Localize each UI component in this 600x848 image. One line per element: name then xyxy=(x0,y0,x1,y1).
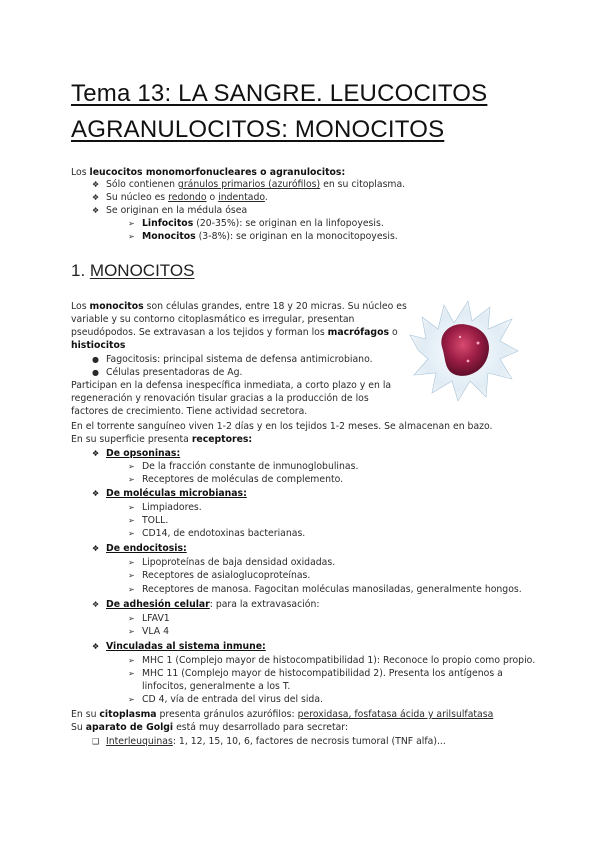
text-span: CD14, de endotoxinas bacterianas. xyxy=(142,528,306,539)
text-span: Se originan en la médula ósea xyxy=(106,205,248,216)
list-item xyxy=(128,515,168,527)
arrow-bullet-icon: ➢ xyxy=(128,695,135,704)
text-span: VLA 4 xyxy=(142,626,169,637)
paragraph-line: En el torrente sanguíneo viven 1-2 días y en los tejidos 1-2 meses. Se almacenan en bazo. xyxy=(71,421,493,432)
arrow-bullet-icon: ➢ xyxy=(128,516,135,525)
text-span: Receptores de manosa. Fagocitan moléculas manosiladas, generalmente hongos. xyxy=(142,584,522,595)
diamond-bullet-icon: ❖ xyxy=(92,489,100,498)
list-item xyxy=(128,584,522,596)
text-span: De opsoninas: xyxy=(106,448,181,459)
dot-bullet-icon: ● xyxy=(92,355,99,364)
text-span: pseudópodos. Se extravasan a los tejidos y forman los xyxy=(71,327,328,338)
page-title xyxy=(71,76,487,148)
list-item xyxy=(128,570,310,582)
list-item xyxy=(128,502,202,514)
text-span: monocitos xyxy=(89,301,144,312)
monocyte-illustration xyxy=(408,295,520,405)
text-span: TOLL. xyxy=(142,515,169,526)
text-span: De adhesión celular xyxy=(106,599,210,610)
paragraph-line: Participan en la defensa inespecífica inmediata, a corto plazo y en la xyxy=(71,380,392,391)
text-span: AGRANULOCITOS: MONOCITOS xyxy=(71,116,445,143)
list-item xyxy=(128,668,503,680)
text-span: Los xyxy=(71,167,90,178)
text-span: Los xyxy=(71,301,90,312)
text-span: aparato de Golgi xyxy=(85,722,174,733)
checkbox-bullet-icon: ❑ xyxy=(92,737,100,746)
arrow-bullet-icon: ➢ xyxy=(128,627,135,636)
arrow-bullet-icon: ➢ xyxy=(128,529,135,538)
text-span: CD 4, vía de entrada del virus del sida. xyxy=(142,694,323,705)
text-span: Limpiadores. xyxy=(142,502,202,513)
list-item-continuation: linfocitos, generalmente a los T. xyxy=(142,681,291,692)
text-span: : para la extravasación: xyxy=(209,599,320,610)
receptor-heading xyxy=(92,448,180,460)
text-span: citoplasma xyxy=(99,709,157,720)
list-item xyxy=(92,367,243,379)
paragraph-line: regeneración y renovación tisular gracias a la producción de los xyxy=(71,393,369,404)
diamond-bullet-icon: ❖ xyxy=(92,449,100,458)
list-item xyxy=(128,231,398,243)
text-span: está muy desarrollado para secretar: xyxy=(173,722,349,733)
text-span: Sólo contienen xyxy=(106,179,178,190)
diamond-bullet-icon: ❖ xyxy=(92,193,100,202)
paragraph-line: factores de crecimiento. Tiene actividad secretora. xyxy=(71,406,308,417)
text-span: o xyxy=(206,192,219,203)
diamond-bullet-icon: ❖ xyxy=(92,600,100,609)
paragraph-line xyxy=(71,301,407,313)
text-span: peroxidasa, fosfatasa ácida y arilsulfatasa xyxy=(297,709,494,720)
arrow-bullet-icon: ➢ xyxy=(128,475,135,484)
paragraph-line: variable y su contorno citoplasmático es irregular, presentan xyxy=(71,314,355,325)
text-span: Receptores de asialoglucoproteínas. xyxy=(142,570,311,581)
text-span: indentado xyxy=(218,192,265,203)
diamond-bullet-icon: ❖ xyxy=(92,642,100,651)
intro-line xyxy=(71,167,345,179)
arrow-bullet-icon: ➢ xyxy=(128,219,135,228)
text-span: De endocitosis: xyxy=(106,543,187,554)
text-span: Receptores de moléculas de complemento. xyxy=(142,474,344,485)
text-span: Lipoproteínas de baja densidad oxidadas. xyxy=(142,557,336,568)
paragraph-line xyxy=(71,434,252,446)
text-span: leucocitos monomorfonucleares o agranulocitos: xyxy=(89,167,346,178)
receptor-heading xyxy=(92,488,247,500)
list-item xyxy=(128,655,535,667)
text-span: En su xyxy=(71,709,100,720)
list-item xyxy=(92,192,268,204)
text-span: Monocitos xyxy=(142,231,196,242)
text-span: Linfocitos xyxy=(142,218,194,229)
arrow-bullet-icon: ➢ xyxy=(128,462,135,471)
arrow-bullet-icon: ➢ xyxy=(128,656,135,665)
text-span: son células grandes, entre 18 y 20 micras. Su núcleo es xyxy=(143,301,407,312)
text-span: Interleuquinas xyxy=(106,736,173,747)
arrow-bullet-icon: ➢ xyxy=(128,571,135,580)
diamond-bullet-icon: ❖ xyxy=(92,206,100,215)
text-span: receptores: xyxy=(191,434,253,445)
paragraph-line xyxy=(71,722,348,734)
text-span: 1. xyxy=(71,261,90,280)
text-span: De moléculas microbianas: xyxy=(106,488,247,499)
list-item xyxy=(92,179,405,191)
text-span: redondo xyxy=(168,192,207,203)
arrow-bullet-icon: ➢ xyxy=(128,232,135,241)
text-span: MONOCITOS xyxy=(89,261,195,280)
list-item xyxy=(128,528,305,540)
text-span: . xyxy=(264,192,268,203)
list-item xyxy=(128,694,323,706)
text-span: macrófagos xyxy=(327,327,389,338)
text-span: (20-35%): se originan en la linfopoyesis. xyxy=(193,218,384,229)
list-item xyxy=(128,613,170,625)
text-span: Su núcleo es xyxy=(106,192,169,203)
text-span: Tema 13: LA SANGRE. LEUCOCITOS xyxy=(71,80,488,107)
list-item xyxy=(128,218,384,230)
diamond-bullet-icon: ❖ xyxy=(92,544,100,553)
diamond-bullet-icon: ❖ xyxy=(92,180,100,189)
paragraph-line: histiocitos xyxy=(71,340,126,351)
text-span: En su superficie presenta xyxy=(71,434,192,445)
text-span: presenta gránulos azurófilos: xyxy=(156,709,298,720)
text-span: MHC 1 (Complejo mayor de histocompatibilidad 1): Reconoce lo propio como propio. xyxy=(142,655,536,666)
list-item xyxy=(128,626,169,638)
text-span: : 1, 12, 15, 10, 6, factores de necrosis tumoral (TNF alfa)... xyxy=(172,736,446,747)
text-span: (3-8%): se originan en la monocitopoyesis. xyxy=(195,231,398,242)
arrow-bullet-icon: ➢ xyxy=(128,669,135,678)
arrow-bullet-icon: ➢ xyxy=(128,614,135,623)
list-item xyxy=(92,205,247,217)
list-item xyxy=(92,736,446,748)
text-span: Vinculadas al sistema inmune: xyxy=(106,641,266,652)
arrow-bullet-icon: ➢ xyxy=(128,585,135,594)
text-span: Fagocitosis: principal sistema de defensa antimicrobiano. xyxy=(106,354,373,365)
text-span: o xyxy=(389,327,398,338)
text-span: en su citoplasma. xyxy=(320,179,406,190)
text-span: Su xyxy=(71,722,86,733)
arrow-bullet-icon: ➢ xyxy=(128,503,135,512)
section-heading xyxy=(71,260,194,282)
list-item xyxy=(92,354,373,366)
list-item xyxy=(128,474,343,486)
paragraph-line xyxy=(71,327,398,339)
receptor-heading xyxy=(92,641,266,653)
text-span: Células presentadoras de Ag. xyxy=(106,367,243,378)
text-span: MHC 11 (Complejo mayor de histocompatibilidad 2). Presenta los antígenos a xyxy=(142,668,503,679)
receptor-heading xyxy=(92,599,320,611)
receptor-heading xyxy=(92,543,187,555)
paragraph-line xyxy=(71,709,493,721)
text-span: De la fracción constante de inmunoglobulinas. xyxy=(142,461,359,472)
dot-bullet-icon: ● xyxy=(92,368,99,377)
arrow-bullet-icon: ➢ xyxy=(128,558,135,567)
list-item xyxy=(128,461,358,473)
list-item xyxy=(128,557,335,569)
text-span: LFAV1 xyxy=(142,613,170,624)
text-span: gránulos primarios (azurófilos) xyxy=(177,179,321,190)
